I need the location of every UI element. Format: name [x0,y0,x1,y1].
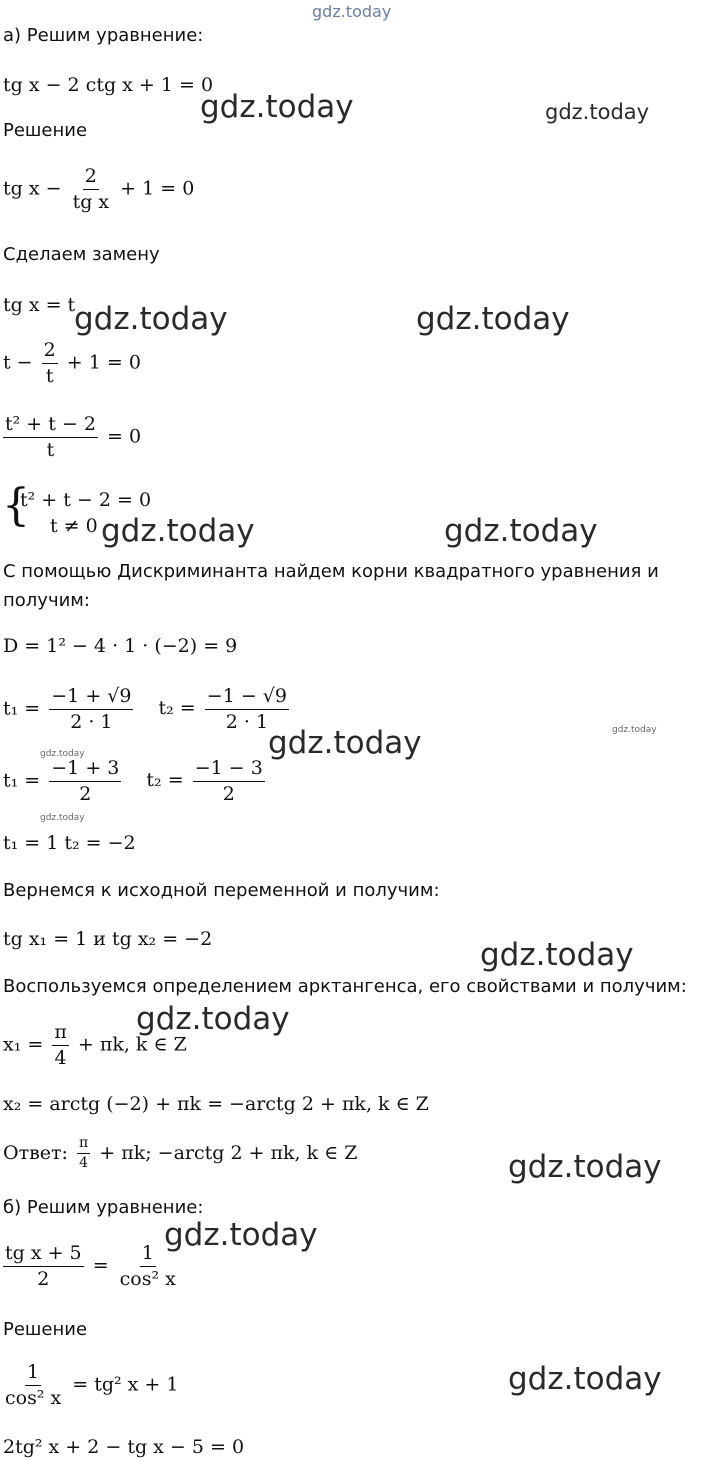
watermark: gdz.today [545,100,650,124]
discriminant: D = 1² − 4 · 1 · (−2) = 9 [3,635,238,657]
part-b-header: б) Решим уравнение: [3,1197,204,1218]
watermark: gdz.today [508,1361,662,1397]
x1-solution: x₁ = $\frac{\pi}{4}$ + πk, k ∈ Z [3,1021,187,1069]
part-a-header: а) Решим уравнение: [3,25,204,46]
watermark: gdz.today [164,1217,318,1253]
x2-solution: x₂ = arctg (−2) + πk = −arctg 2 + πk, k ∈ Z [3,1093,429,1115]
return-equation: tg x₁ = 1 и tg x₂ = −2 [3,928,213,950]
part-a-eq3: $\frac{\text{t² + t − 2}}{t}$ = 0 [5,413,142,461]
watermark: gdz.today [612,725,657,735]
part-b-solution-label: Решение [3,1319,88,1340]
watermark: gdz.today [74,301,228,337]
part-b-eq1: $\frac{1}{\text{cos² x}}$ = tg² x + 1 [5,1361,179,1409]
discriminant-text: С помощью Дискриминанта найдем корни квадратного уравнения и [3,561,659,582]
watermark: gdz.today [40,813,85,823]
watermark: gdz.today [136,1001,290,1037]
part-b-eq2: 2tg² x + 2 − tg x − 5 = 0 [3,1436,245,1458]
watermark: gdz.today [101,513,255,549]
watermark: gdz.today [268,725,422,761]
part-a-solution-label: Решение [3,120,88,141]
answer-a: Ответ: $\frac{\pi}{4}$ + πk; −arctg 2 + πk, k ∈ Z [3,1135,358,1172]
system-brace: { [2,480,30,531]
return-text: Вернемся к исходной переменной и получим: [3,880,440,901]
system-line-1: t² + t − 2 = 0 [20,489,152,511]
part-a-eq2: t − $\frac{2}{t}$ + 1 = 0 [3,339,141,387]
watermark: gdz.today [480,937,634,973]
roots-computed: t₁ = $\frac{-1 + 3}{2}$ t₂ = $\frac{-1 - 3}{2}$ [3,757,263,805]
watermark: gdz.today [40,749,85,759]
discriminant-text-2: получим: [3,590,90,611]
part-a-sub: tg x = t [3,294,76,316]
watermark-top: gdz.today [312,2,392,21]
watermark: gdz.today [200,89,354,125]
arctan-text: Воспользуемся определением арктангенса, его свойствами и получим: [3,976,687,997]
roots-values: t₁ = 1 t₂ = −2 [3,832,136,854]
part-a-substitution-label: Сделаем замену [3,244,160,265]
part-b-equation: $\frac{\text{tg x + 5}}{2}$ = $\frac{1}{\text{cos² x}}$ [5,1242,176,1290]
watermark: gdz.today [444,513,598,549]
part-a-eq1: tg x − $\frac{2}{\text{tg x}}$ + 1 = 0 [3,165,195,213]
roots-formula: t₁ = $\frac{-1 + √9}{2 \cdot 1}$ t₂ = $\frac{-1 - √9}{2 \cdot 1}$ [3,685,287,733]
part-a-equation: tg x − 2 ctg x + 1 = 0 [3,74,214,96]
watermark: gdz.today [416,301,570,337]
watermark: gdz.today [508,1149,662,1185]
system-line-2: t ≠ 0 [50,515,98,537]
